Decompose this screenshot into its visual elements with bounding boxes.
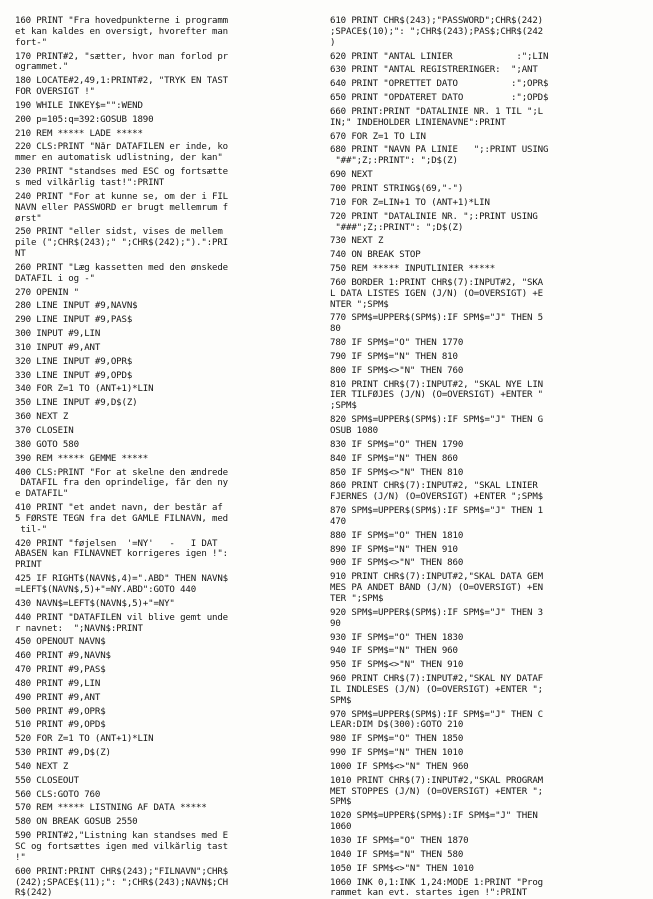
code-line: SPM$ (330, 695, 352, 706)
basic-statement (15, 803, 322, 814)
code-line: 760 BORDER 1:PRINT CHR$(7):INPUT#2, "SKA (330, 277, 544, 288)
code-line: 5 FØRSTE TEGN fra det GAMLE FILNAVN, med (15, 513, 228, 524)
basic-statement (15, 412, 322, 423)
basic-statement (15, 665, 322, 676)
basic-statement (330, 633, 639, 644)
code-line: 1060 INK 0,1:INK 1,24:MODE 1:PRINT "Prog (330, 877, 544, 888)
code-line: 640 PRINT "OPRETTET DATO :";OPR$ (330, 79, 549, 90)
code-line: 810 PRINT CHR$(7):INPUT#2, "SKAL NYE LIN (330, 379, 544, 390)
basic-statement (330, 107, 639, 129)
basic-statement (330, 250, 639, 261)
listing-column-left (15, 16, 322, 899)
code-line: (242);SPACE$(11);": ";CHR$(243);NAVN$;CH (15, 877, 228, 888)
basic-statement (15, 707, 322, 718)
basic-statement (330, 506, 639, 528)
code-line: rammet kan evt. startes igen !":PRINT (330, 888, 528, 899)
basic-statement (330, 93, 639, 104)
basic-statement (330, 531, 639, 542)
code-line: 970 SPM$=UPPER$(SPM$):IF SPM$="J" THEN C (330, 709, 544, 720)
code-line: 220 CLS:PRINT "Når DATAFILEN er inde, ko (15, 142, 228, 153)
basic-statement (15, 503, 322, 536)
code-line: 430 NAVN$=LEFT$(NAVN$,5)+"=NY" (15, 598, 175, 609)
basic-statement (330, 212, 639, 234)
code-line: 1030 IF SPM$="O" THEN 1870 (330, 836, 469, 846)
code-line: 80 (330, 324, 341, 335)
code-line: 470 (330, 516, 346, 527)
basic-statement (15, 468, 322, 501)
code-line: 1020 SPM$=UPPER$(SPM$):IF SPM$="J" THEN (330, 811, 538, 822)
code-line: 870 SPM$=UPPER$(SPM$):IF SPM$="J" THEN 1 (330, 506, 544, 517)
code-line: ) (330, 37, 336, 48)
basic-statement (15, 371, 322, 382)
code-line: TER ";SPM$ (330, 593, 384, 604)
code-line: PRINT (15, 560, 42, 571)
basic-statement (330, 558, 639, 569)
code-line: IN;" INDEHOLDER LINIENAVNE":PRINT (330, 117, 506, 128)
basic-statement (15, 227, 322, 260)
basic-statement (15, 693, 322, 704)
basic-statement (15, 398, 322, 409)
code-line: pile (";CHR$(243);" ";CHR$(242);").":PRI (15, 238, 228, 249)
code-line: 480 PRINT #9,LIN (15, 678, 101, 689)
code-line: 900 IF SPM$<>"N" THEN 860 (330, 558, 464, 569)
basic-statement (330, 864, 639, 875)
code-line: 850 IF SPM$<>"N" THEN 810 (330, 467, 464, 478)
code-line: MET STOPPES (J/N) (O=OVERSIGT) +ENTER "; (330, 786, 544, 797)
basic-statement (330, 313, 639, 335)
code-line: "###";Z;:PRINT": ";D$(Z) (330, 222, 464, 233)
basic-statement (330, 79, 639, 90)
code-line: 500 PRINT #9,OPR$ (15, 706, 106, 717)
code-line: 680 PRINT "NAVN PÅ LINIE ";:PRINT USING (330, 145, 549, 156)
code-line: 340 FOR Z=1 TO (ANT+1)*LIN (15, 384, 154, 395)
code-line: ogrammet." (15, 62, 69, 73)
code-line: 210 REM ***** LADE ***** (15, 128, 143, 139)
code-line: IER TILFØJES (J/N) (O=OVERSIGT) +ENTER " (330, 390, 544, 401)
code-line: 390 REM ***** GEMME ***** (15, 453, 149, 464)
listing-column-right (330, 16, 639, 899)
code-line: et kan kaldes en oversigt, hvorefter man (15, 26, 228, 37)
basic-statement (15, 867, 322, 899)
code-line: 330 LINE INPUT #9,OPD$ (15, 370, 133, 381)
code-line: "##";Z;:PRINT": ";D$(Z) (330, 156, 458, 167)
code-line: OSUB 1080 (330, 426, 378, 436)
code-line: 530 PRINT #9,D$(Z) (15, 748, 111, 759)
code-line: 830 IF SPM$="O" THEN 1790 (330, 439, 464, 450)
code-line: r navnet: ";NAVN$:PRINT (15, 623, 143, 634)
code-line: 400 CLS:PRINT "For at skelne den ændrede (15, 467, 228, 478)
code-line: 160 PRINT "Fra hovedpunkterne i programm (15, 16, 228, 26)
code-line: 570 REM ***** LISTNING AF DATA ***** (15, 803, 207, 814)
basic-statement (15, 129, 322, 140)
code-line: mmer en automatisk udlistning, der kan" (15, 153, 223, 164)
code-line: SC og fortsættes igen med vilkårlig tast (15, 842, 228, 852)
basic-statement (15, 790, 322, 801)
basic-statement (330, 608, 639, 630)
basic-statement (330, 264, 639, 275)
code-line: NT (15, 249, 26, 260)
basic-statement (330, 278, 639, 311)
code-line: 470 PRINT #9,PAS$ (15, 665, 106, 676)
code-line: 1010 PRINT CHR$(7):INPUT#2,"SKAL PROGRAM (330, 775, 544, 786)
code-line: 860 PRINT CHR$(7):INPUT#2, "SKAL LINIER (330, 481, 538, 492)
code-line: e DATAFIL" (15, 489, 69, 500)
basic-statement (15, 817, 322, 828)
code-line: 520 FOR Z=1 TO (ANT+1)*LIN (15, 734, 154, 745)
code-line: 840 IF SPM$="N" THEN 860 (330, 453, 458, 464)
code-line: 780 IF SPM$="O" THEN 1770 (330, 338, 464, 349)
basic-statement (330, 776, 639, 809)
code-line: ørst" (15, 213, 42, 224)
basic-statement (15, 192, 322, 225)
code-line: 620 PRINT "ANTAL LINIER :";LIN (330, 51, 549, 62)
basic-statement (330, 734, 639, 745)
basic-statement (15, 142, 322, 164)
code-line: !" (15, 852, 26, 863)
code-line: 180 LOCATE#2,49,1:PRINT#2, "TRYK EN TAST (15, 76, 228, 87)
code-line: 560 CLS:GOTO 760 (15, 789, 101, 800)
code-line: R$(242) (15, 888, 53, 899)
basic-statement (15, 679, 322, 690)
code-line: 600 PRINT:PRINT CHR$(243);"FILNAVN";CHR$ (15, 866, 228, 877)
code-line: 360 NEXT Z (15, 412, 69, 423)
basic-statement (15, 637, 322, 648)
code-line: 940 IF SPM$="N" THEN 960 (330, 646, 458, 657)
basic-statement (15, 762, 322, 773)
basic-statement (330, 762, 639, 773)
code-line: 720 PRINT "DATALINIE NR. ";:PRINT USING (330, 211, 538, 222)
basic-statement (15, 76, 322, 98)
code-line: 930 IF SPM$="O" THEN 1830 (330, 632, 464, 643)
basic-statement (330, 16, 639, 49)
code-line: 440 PRINT "DATAFILEN vil blive gemt unde (15, 612, 228, 623)
basic-statement (15, 734, 322, 745)
basic-statement (15, 426, 322, 437)
code-line: 350 LINE INPUT #9,D$(Z) (15, 398, 138, 409)
code-line: 590 PRINT#2,"Listning kan standses med E (15, 831, 228, 842)
code-line: 960 PRINT CHR$(7):INPUT#2,"SKAL NY DATAF (330, 674, 544, 685)
code-line: 580 ON BREAK GOSUB 2550 (15, 817, 138, 828)
code-line: fort-" (15, 37, 47, 48)
basic-statement (330, 481, 639, 503)
basic-statement (330, 52, 639, 63)
code-line: MES PÅ ANDET BÅND (J/N) (O=OVERSIGT) +EN (330, 583, 544, 594)
code-line: 690 NEXT (330, 170, 373, 181)
code-line: 630 PRINT "ANTAL REGISTRERINGER: ";ANT (330, 65, 538, 76)
code-line: 190 WHILE INKEY$="":WEND (15, 100, 143, 111)
basic-statement (15, 329, 322, 340)
basic-statement (15, 101, 322, 112)
basic-statement (15, 599, 322, 610)
code-line: 1000 IF SPM$<>"N" THEN 960 (330, 761, 469, 772)
code-line: 950 IF SPM$<>"N" THEN 910 (330, 660, 464, 671)
code-line: SPM$ (330, 797, 352, 808)
code-line: 1040 IF SPM$="N" THEN 580 (330, 849, 464, 860)
basic-statement (330, 545, 639, 556)
code-line: 250 PRINT "eller sidst, vises de mellem (15, 227, 223, 238)
code-line: 1050 IF SPM$<>"N" THEN 1010 (330, 863, 474, 874)
code-line: 460 PRINT #9,NAVN$ (15, 651, 111, 662)
basic-statement (330, 674, 639, 707)
code-line: 610 PRINT CHR$(243);"PASSWORD";CHR$(242) (330, 16, 544, 26)
basic-statement (330, 198, 639, 209)
basic-statement (330, 572, 639, 605)
basic-statement (15, 343, 322, 354)
code-line: 420 PRINT "føjelsen '=NY' - I DAT (15, 538, 218, 549)
basic-statement (15, 776, 322, 787)
code-line: 170 PRINT#2, "sætter, hvor man forlod pr (15, 51, 228, 62)
code-line: 890 IF SPM$="N" THEN 910 (330, 544, 458, 555)
code-line: ABASEN kan FILNAVNET korrigeres igen !": (15, 549, 228, 560)
code-line: 450 OPENOUT NAVN$ (15, 637, 106, 648)
basic-statement (330, 468, 639, 479)
basic-statement (330, 454, 639, 465)
basic-statement (15, 263, 322, 285)
code-line: 510 PRINT #9,OPD$ (15, 720, 106, 731)
code-line: DATAFIL fra den oprindelige, får den ny (15, 478, 228, 489)
basic-statement (15, 574, 322, 596)
code-line: 800 IF SPM$<>"N" THEN 760 (330, 365, 464, 376)
basic-statement (15, 384, 322, 395)
code-line: 740 ON BREAK STOP (330, 250, 421, 261)
basic-statement (15, 454, 322, 465)
basic-statement (330, 836, 639, 847)
code-line: ;SPACE$(10);": ";CHR$(243);PAS$;CHR$(242 (330, 26, 544, 37)
basic-statement (330, 380, 639, 413)
code-line: NAVN eller PASSWORD er brugt mellemrum f (15, 202, 228, 213)
code-line: 320 LINE INPUT #9,OPR$ (15, 356, 133, 367)
basic-statement (330, 850, 639, 861)
code-line: LEAR:DIM D$(300):GOTO 210 (330, 720, 464, 731)
code-line: 230 PRINT "standses med ESC og fortsætte (15, 167, 228, 178)
basic-statement (330, 748, 639, 759)
code-line: 540 NEXT Z (15, 761, 69, 772)
basic-statement (15, 720, 322, 731)
basic-statement (330, 184, 639, 195)
basic-statement (15, 115, 322, 126)
code-line: 240 PRINT "For at kunne se, om der i FIL (15, 191, 228, 202)
code-line: 550 CLOSEOUT (15, 775, 79, 786)
code-line: 920 SPM$=UPPER$(SPM$):IF SPM$="J" THEN 3 (330, 607, 544, 618)
code-line: 290 LINE INPUT #9,PAS$ (15, 315, 133, 326)
code-line: 730 NEXT Z (330, 236, 384, 247)
code-line: 260 PRINT "Læg kassetten med den ønskede (15, 262, 228, 273)
basic-statement (330, 660, 639, 671)
basic-statement (15, 539, 322, 572)
code-line: 650 PRINT "OPDATERET DATO :";OPD$ (330, 93, 549, 104)
code-line: NTER ";SPM$ (330, 299, 389, 310)
code-line: L DATA LISTES IGEN (J/N) (O=OVERSIGT) +E (330, 288, 544, 299)
basic-statement (15, 315, 322, 326)
basic-statement (15, 301, 322, 312)
basic-statement (330, 366, 639, 377)
basic-statement (15, 357, 322, 368)
code-line: ;SPM$ (330, 401, 357, 412)
code-line: 380 GOTO 580 (15, 439, 79, 450)
code-line: 710 FOR Z=LIN+1 TO (ANT+1)*LIN (330, 197, 490, 208)
code-line: 670 FOR Z=1 TO LIN (330, 131, 426, 142)
code-line: 90 (330, 618, 341, 629)
code-line: 200 p=105:q=392:GOSUB 1890 (15, 114, 154, 125)
basic-statement (330, 415, 639, 437)
basic-statement (330, 338, 639, 349)
code-line: til-" (15, 524, 47, 535)
code-line: 1060 (330, 822, 352, 833)
basic-statement (330, 170, 639, 181)
basic-statement (15, 831, 322, 864)
code-line: FJERNES (J/N) (O=OVERSIGT) +ENTER ";SPM$ (330, 492, 544, 503)
code-line: 990 IF SPM$="N" THEN 1010 (330, 748, 464, 759)
basic-statement (330, 65, 639, 76)
basic-statement (330, 440, 639, 451)
code-line: 410 PRINT "et andet navn, der består af (15, 503, 223, 514)
basic-statement (330, 811, 639, 833)
code-line: 880 IF SPM$="O" THEN 1810 (330, 530, 464, 541)
basic-statement (15, 288, 322, 299)
code-line: 790 IF SPM$="N" THEN 810 (330, 351, 458, 362)
code-line: 280 LINE INPUT #9,NAVN$ (15, 301, 138, 312)
code-line: 700 PRINT STRING$(69,"-") (330, 183, 464, 194)
code-line: IL INDLESES (J/N) (O=OVERSIGT) +ENTER "; (330, 684, 544, 695)
basic-statement (330, 646, 639, 657)
code-line: =LEFT$(NAVN$,5)+"=NY.ABD":GOTO 440 (15, 584, 197, 595)
basic-statement (330, 710, 639, 732)
basic-statement (330, 236, 639, 247)
basic-statement (15, 167, 322, 189)
code-line: 270 OPENIN " (15, 287, 79, 298)
basic-statement (15, 651, 322, 662)
basic-statement (15, 440, 322, 451)
code-line: 300 INPUT #9,LIN (15, 329, 101, 340)
code-line: 490 PRINT #9,ANT (15, 692, 101, 703)
code-line: FOR OVERSIGT !" (15, 87, 95, 98)
basic-statement (15, 613, 322, 635)
code-line: 980 IF SPM$="O" THEN 1850 (330, 734, 464, 745)
basic-statement (330, 878, 639, 899)
code-line: 310 INPUT #9,ANT (15, 342, 101, 353)
code-line: 370 CLOSEIN (15, 426, 74, 436)
basic-statement (330, 132, 639, 143)
basic-statement (15, 16, 322, 49)
code-line: s med vilkårlig tast!":PRINT (15, 177, 165, 188)
code-line: 750 REM ***** INPUTLINIER ***** (330, 264, 496, 275)
code-line: DATAFIL i og -" (15, 273, 95, 284)
basic-statement (330, 145, 639, 167)
basic-statement (15, 748, 322, 759)
code-line: 820 SPM$=UPPER$(SPM$):IF SPM$="J" THEN G (330, 415, 544, 426)
code-line: 425 IF RIGHT$(NAVN$,4)=".ABD" THEN NAVN$ (15, 574, 228, 585)
code-line: 660 PRINT:PRINT "DATALINIE NR. 1 TIL ";L (330, 106, 544, 117)
basic-statement (15, 52, 322, 74)
code-line: 770 SPM$=UPPER$(SPM$):IF SPM$="J" THEN 5 (330, 313, 544, 324)
code-line: 910 PRINT CHR$(7):INPUT#2,"SKAL DATA GEM (330, 572, 544, 583)
basic-statement (330, 352, 639, 363)
